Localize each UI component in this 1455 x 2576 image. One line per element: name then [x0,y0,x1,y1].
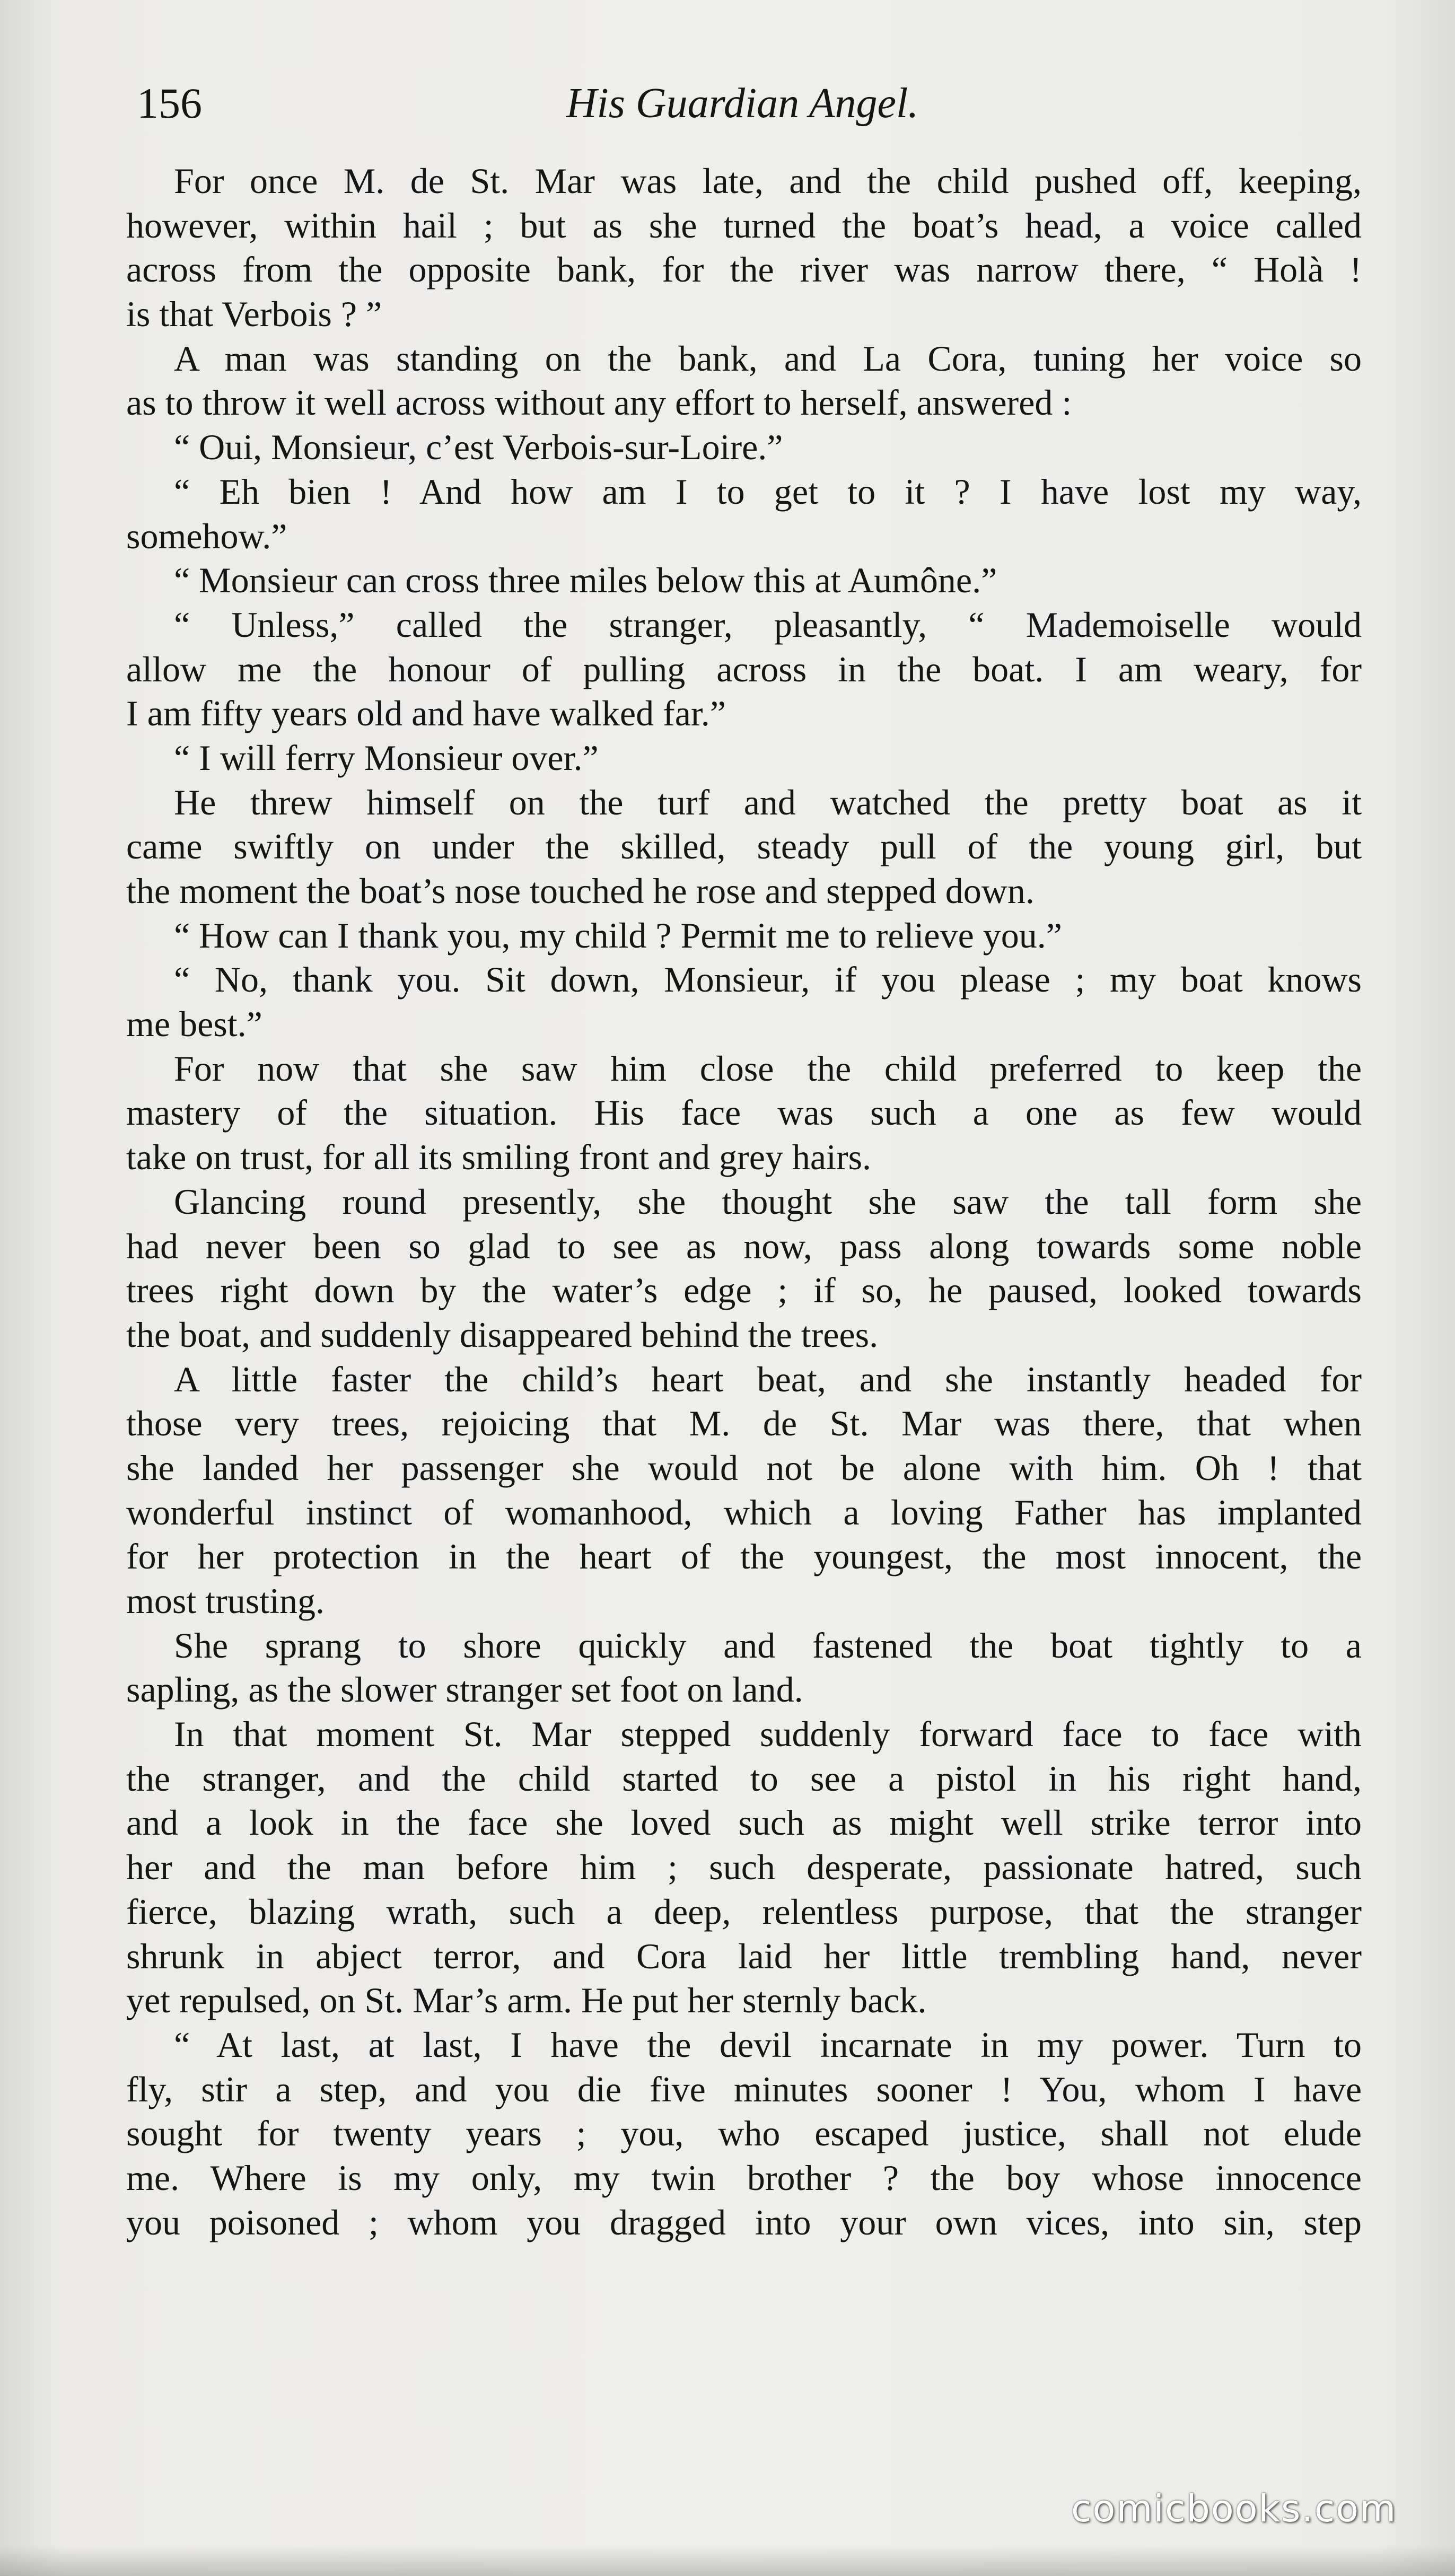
text-line: is that Verbois ? ” [126,294,382,335]
text-line: trees right down by the water’s edge ; if so, he paused, looked towards [126,1270,1362,1311]
text-line: the moment the boat’s nose touched he rose and stepped down. [126,871,1035,911]
text-line: across from the opposite bank, for the river was narrow there, “ Holà ! [126,249,1362,290]
text-line: she landed her passenger she would not be alone with him. Oh ! that [126,1447,1362,1488]
text-line: as to throw it well across without any effort to herself, answered : [126,382,1072,423]
running-title: His Guardian Angel. [566,80,919,127]
text-line: sought for twenty years ; you, who escaped justice, shall not elude [126,2113,1362,2154]
page-number: 156 [137,79,202,127]
text-line: most trusting. [126,1581,325,1621]
text-line: yet repulsed, on St. Mar’s arm. He put her sternly back. [126,1980,927,2021]
text-line: for her protection in the heart of the youngest, the most innocent, the [126,1536,1362,1577]
text-line: “ Eh bien ! And how am I to get to it ? I have lost my way, [174,471,1362,512]
text-line: you poisoned ; whom you dragged into your own vices, into sin, step [126,2202,1362,2242]
text-line: shrunk in abject terror, and Cora laid her little trembling hand, never [126,1935,1362,1976]
text-line: For now that she saw him close the child preferred to keep the [174,1048,1362,1089]
text-line: In that moment St. Mar stepped suddenly forward face to face with [174,1714,1362,1755]
text-line: the stranger, and the child started to see a pistol in his right hand, [126,1758,1362,1799]
text-line: I am fifty years old and have walked far.” [126,693,726,734]
text-line: fierce, blazing wrath, such a deep, relentless purpose, that the stranger [126,1891,1362,1932]
text-line: “ I will ferry Monsieur over.” [174,737,599,778]
text-line: wonderful instinct of womanhood, which a loving Father has implanted [126,1492,1362,1532]
text-line: A little faster the child’s heart beat, and she instantly headed for [174,1359,1362,1399]
text-line: “ No, thank you. Sit down, Monsieur, if you please ; my boat knows [174,959,1362,1000]
text-line: came swiftly on under the skilled, steady pull of the young girl, but [126,826,1362,867]
text-line: “ Oui, Monsieur, c’est Verbois-sur-Loire.” [174,427,783,468]
text-line: those very trees, rejoicing that M. de St. Mar was there, that when [126,1403,1362,1444]
text-line: had never been so glad to see as now, pass along towards some noble [126,1225,1362,1266]
text-line: She sprang to shore quickly and fastened the boat tightly to a [174,1625,1362,1666]
text-line: however, within hail ; but as she turned the boat’s head, a voice called [126,205,1362,246]
text-line: “ How can I thank you, my child ? Permit me to relieve you.” [174,915,1062,956]
text-line: Glancing round presently, she thought she saw the tall form she [174,1181,1362,1222]
text-line: “ Unless,” called the stranger, pleasantly, “ Mademoiselle would [174,604,1362,645]
watermark: comicbooks.com [1071,2487,1397,2530]
text-line: He threw himself on the turf and watched the pretty boat as it [174,782,1362,822]
text-line: For once M. de St. Mar was late, and the child pushed off, keeping, [174,161,1362,201]
body-text [126,159,1362,2245]
text-line: her and the man before him ; such desperate, passionate hatred, such [126,1847,1362,1888]
text-line: me. Where is my only, my twin brother ? the boy whose innocence [126,2157,1362,2198]
text-line: somehow.” [126,515,287,556]
page-header [127,74,1357,133]
text-line: sapling, as the slower stranger set foot on land. [126,1669,803,1710]
text-line: take on trust, for all its smiling front and grey hairs. [126,1137,872,1178]
text-line: mastery of the situation. His face was such a one as few would [126,1092,1362,1133]
text-line: A man was standing on the bank, and La Cora, tuning her voice so [174,338,1362,379]
text-line: fly, stir a step, and you die five minutes sooner ! You, whom I have [126,2069,1362,2109]
text-line: me best.” [126,1004,262,1045]
text-line: “ Monsieur can cross three miles below this at Aumône.” [174,560,997,601]
text-line: “ At last, at last, I have the devil incarnate in my power. Turn to [174,2024,1362,2065]
scan-edge-shadow [0,2545,1455,2576]
text-line: the boat, and suddenly disappeared behind the trees. [126,1314,879,1355]
text-line: and a look in the face she loved such as might well strike terror into [126,1802,1362,1843]
text-line: allow me the honour of pulling across in the boat. I am weary, for [126,649,1362,689]
